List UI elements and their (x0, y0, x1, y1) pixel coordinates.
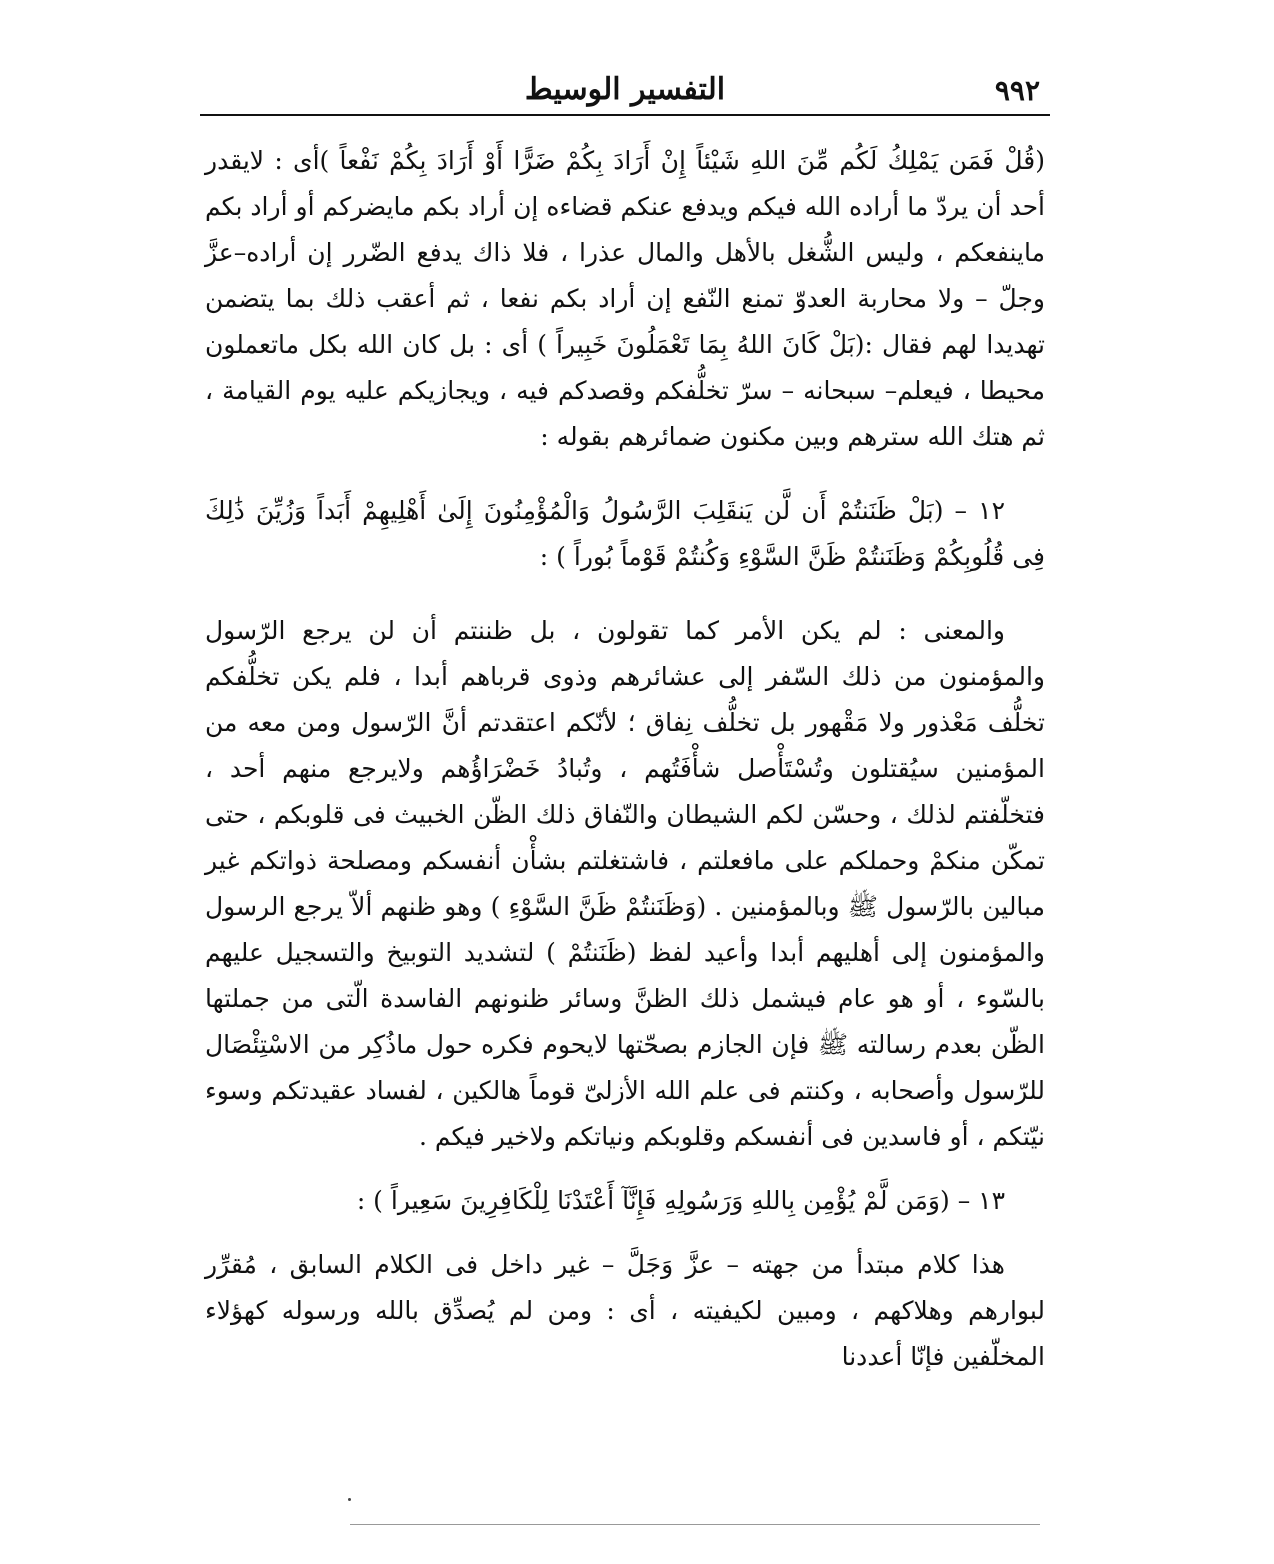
page-body (205, 138, 1045, 1380)
page-number: ٩٩٢ (994, 74, 1040, 107)
paragraph-commentary-2: والمعنى : لم يكن الأمر كما تقولون ، بل ظننتم أن لن يرجع الرّسول والمؤمنون من ذلك السّفر إلى عشائرهم وذوى قرباهم أبدا ، فلم يكن تخلُّفكم تخلُّف مَعْذور ولا مَقْهور بل تخلُّف نِفاق ؛ لأنّكم اعتقدتم أنَّ الرّسول ومن معه من المؤمنين سيُقتلون وتُسْتَأْصل شأْفَتُهم ، وتُبادُ خَضْرَاؤُهم ولايرجع منهم أحد ، فتخلّفتم لذلك ، وحسّن لكم الشيطان والنّفاق ذلك الظّن الخبيث فى قلوبكم ، حتى تمكّن منكمْ وحملكم على مافعلتم ، فاشتغلتم بشأْن أنفسكم ومصلحة ذواتكم غير مبالين بالرّسول ﷺ وبالمؤمنين . (وَظَنَنتُمْ ظَنَّ السَّوْءِ ) وهو ظنهم ألاّ يرجع الرسول والمؤمنون إلى أهليهم أبدا وأعيد لفظ (ظَنَنتُمْ ) لتشديد التوبيخ والتسجيل عليهم بالسّوء ، أو هو عام فيشمل ذلك الظنَّ وسائر ظنونهم الفاسدة الّتى من جملتها الظّن بعدم رسالته ﷺ فإن الجازم بصحّتها لايحوم فكره حول ماذُكِر من الاسْتِئْصَال للرّسول وأصحابه ، وكنتم فى علم الله الأزلىّ قوماً هالكين ، لفساد عقيدتكم وسوء نيّتكم ، أو فاسدين فى أنفسكم وقلوبكم ونياتكم ولاخير فيكم . (205, 616, 1045, 1151)
paragraph-commentary-3: هذا كلام مبتدأ من جهته – عزَّ وَجَلَّ – غير داخل فى الكلام السابق ، مُقرِّر لبوارهم وهلاكهم ، ومبين لكيفيته ، أى : ومن لم يُصدِّق بالله ورسوله كهؤلاء المخلّفين فإنّا أعددنا (205, 1250, 1045, 1371)
page-header (200, 72, 1050, 112)
paragraph-commentary-1: (قُلْ فَمَن يَمْلِكُ لَكُم مِّنَ اللهِ شَيْئاً إِنْ أَرَادَ بِكُمْ ضَرًّا أَوْ أَرَادَ بِكُمْ نَفْعاً )أى : لايقدر أحد أن يردّ ما أراده الله فيكم ويدفع عنكم قضاءه إن أراد بكم مايضركم أو أراد بكم ماينفعكم ، وليس الشُّغل بالأهل والمال عذرا ، فلا ذاك يدفع الضّرر إن أراده–عزَّ وجلّ – ولا محاربة العدوّ تمنع النّفع إن أراد بكم نفعا ، ثم أعقب ذلك بما يتضمن تهديدا لهم فقال :(بَلْ كَانَ اللهُ بِمَا تَعْمَلُونَ خَبِيراً ) أى : بل كان الله بكل ماتعملون محيطا ، فيعلم– سبحانه – سرّ تخلُّفكم وقصدكم فيه ، ويجازيكم عليه يوم القيامة ، ثم هتك الله سترهم وبين مكنون ضمائرهم بقوله : (205, 146, 1045, 451)
running-title: التفسير الوسيط (524, 72, 726, 107)
header-divider (200, 114, 1050, 116)
verse-13: ١٣ – (وَمَن لَّمْ يُؤْمِن بِاللهِ وَرَسُولِهِ فَإِنَّآ أَعْتَدْنَا لِلْكَافِرِينَ سَعِيراً ) : (356, 1186, 1005, 1215)
bottom-divider (350, 1524, 1040, 1525)
scan-mark (348, 1498, 351, 1501)
verse-12: ١٢ – (بَلْ ظَنَنتُمْ أَن لَّن يَنقَلِبَ الرَّسُولُ وَالْمُؤْمِنُونَ إِلَىٰ أَهْلِيهِمْ أَبَداً وَزُيِّنَ ذَٰلِكَ فِى قُلُوبِكُمْ وَظَنَنتُمْ ظَنَّ السَّوْءِ وَكُنتُمْ قَوْماً بُوراً ) : (205, 496, 1045, 571)
